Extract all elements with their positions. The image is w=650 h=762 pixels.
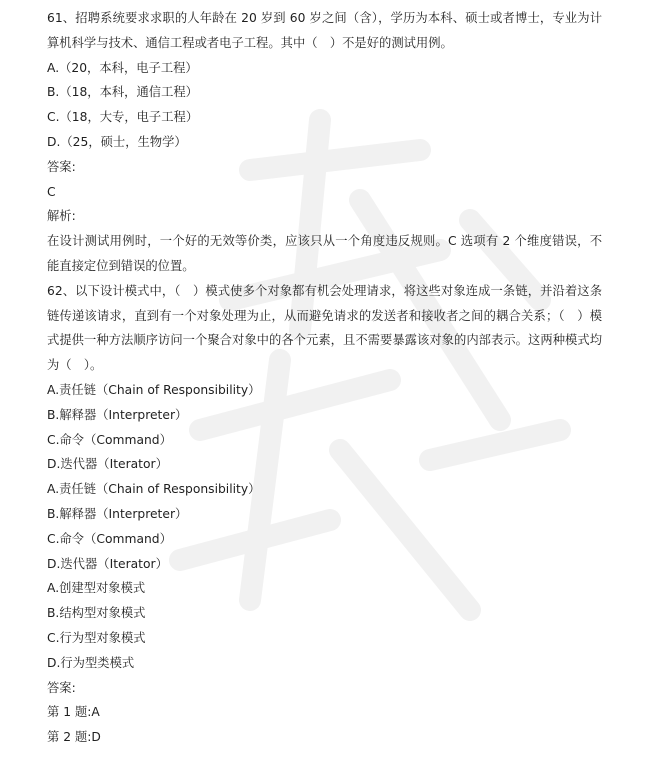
question-62-group1-option-d: D.迭代器（Iterator）: [47, 457, 168, 472]
question-62-group1-option-c: C.命令（Command）: [47, 432, 172, 447]
document-content: [47, 6, 602, 750]
question-61-analysis-label: 解析:: [47, 209, 76, 224]
question-62-answer-1: 第 1 题:A: [47, 705, 100, 720]
question-61-answer: C: [47, 184, 56, 199]
question-62-group2-option-a: A.责任链（Chain of Responsibility）: [47, 482, 261, 497]
question-62-group2-option-d: D.迭代器（Iterator）: [47, 556, 168, 571]
question-61-answer-label: 答案:: [47, 159, 76, 174]
question-61-analysis: 在设计测试用例时，一个好的无效等价类，应该只从一个角度违反规则。C 选项有 2 个维度错误，不能直接定位到错误的位置。: [47, 234, 602, 273]
question-62-group2-option-c: C.命令（Command）: [47, 531, 172, 546]
question-62-group3-option-c: C.行为型对象模式: [47, 630, 146, 645]
question-62-group1-option-a: A.责任链（Chain of Responsibility）: [47, 382, 261, 397]
question-61-stem: 61、招聘系统要求求职的人年龄在 20 岁到 60 岁之间（含），学历为本科、硕士或者博士，专业为计算机科学与技术、通信工程或者电子工程。其中（ ）不是好的测试用例。: [47, 11, 602, 50]
question-61-option-b: B.（18，本科，通信工程）: [47, 85, 198, 100]
question-62-group3-option-d: D.行为型类模式: [47, 655, 135, 670]
question-62-stem: 62、以下设计模式中，（ ）模式使多个对象都有机会处理请求，将这些对象连成一条链，并沿着这条链传递该请求，直到有一个对象处理为止，从而避免请求的发送者和接收者之间的耦合关系；（ ）模式提供一种方法顺序访问一个聚合对象中的各个元素，且不需要暴露该对象的内部表示。这两种模式均为（ ）。: [47, 283, 602, 373]
question-61-option-a: A.（20，本科，电子工程）: [47, 60, 198, 75]
question-62-answer-2: 第 2 题:D: [47, 730, 101, 745]
question-62-answer-label: 答案:: [47, 680, 76, 695]
question-62-group2-option-b: B.解释器（Interpreter）: [47, 506, 188, 521]
question-62-group3-option-a: A.创建型对象模式: [47, 581, 146, 596]
question-62-group1-option-b: B.解释器（Interpreter）: [47, 407, 188, 422]
question-61-option-c: C.（18，大专，电子工程）: [47, 110, 199, 125]
question-62-group3-option-b: B.结构型对象模式: [47, 606, 146, 621]
question-61-option-d: D.（25，硕士，生物学）: [47, 134, 187, 149]
